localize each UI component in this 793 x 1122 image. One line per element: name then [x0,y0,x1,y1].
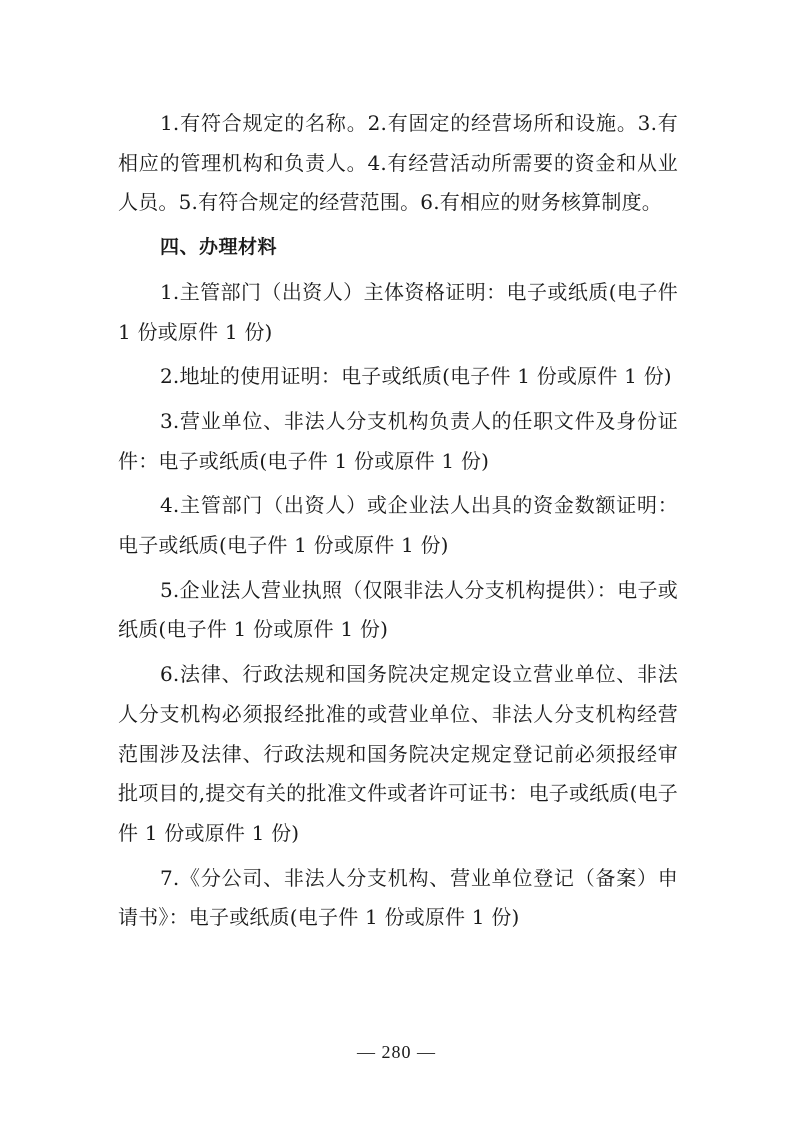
document-body [118,104,678,943]
material-item-6: 6.法律、行政法规和国务院决定规定设立营业单位、非法人分支机构必须报经批准的或营业单位、非法人分支机构经营范围涉及法律、行政法规和国务院决定规定登记前必须报经审批项目的,提交有关的批准文件或者许可证书：电子或纸质(电子件 1 份或原件 1 份) [118,662,678,845]
material-item-2: 2.地址的使用证明：电子或纸质(电子件 1 份或原件 1 份) [160,364,672,389]
page-number: — 280 — [357,1042,436,1062]
material-item-3: 3.营业单位、非法人分支机构负责人的任职文件及身份证件：电子或纸质(电子件 1 份或原件 1 份) [118,408,678,473]
conditions-paragraph: 1.有符合规定的名称。2.有固定的经营场所和设施。3.有相应的管理机构和负责人。4.有经营活动所需要的资金和从业人员。5.有符合规定的经营范围。6.有相应的财务核算制度。 [118,111,678,215]
material-item-1: 1.主管部门（出资人）主体资格证明：电子或纸质(电子件 1 份或原件 1 份) [118,279,678,344]
section-heading: 四、办理材料 [160,236,278,259]
material-item-4: 4.主管部门（出资人）或企业法人出具的资金数额证明：电子或纸质(电子件 1 份或原件 1 份) [118,493,678,558]
material-item-7: 7.《分公司、非法人分支机构、营业单位登记（备案）申请书》：电子或纸质(电子件 1 份或原件 1 份) [118,865,678,930]
material-item-5: 5.企业法人营业执照（仅限非法人分支机构提供）：电子或纸质(电子件 1 份或原件 1 份) [118,577,678,642]
